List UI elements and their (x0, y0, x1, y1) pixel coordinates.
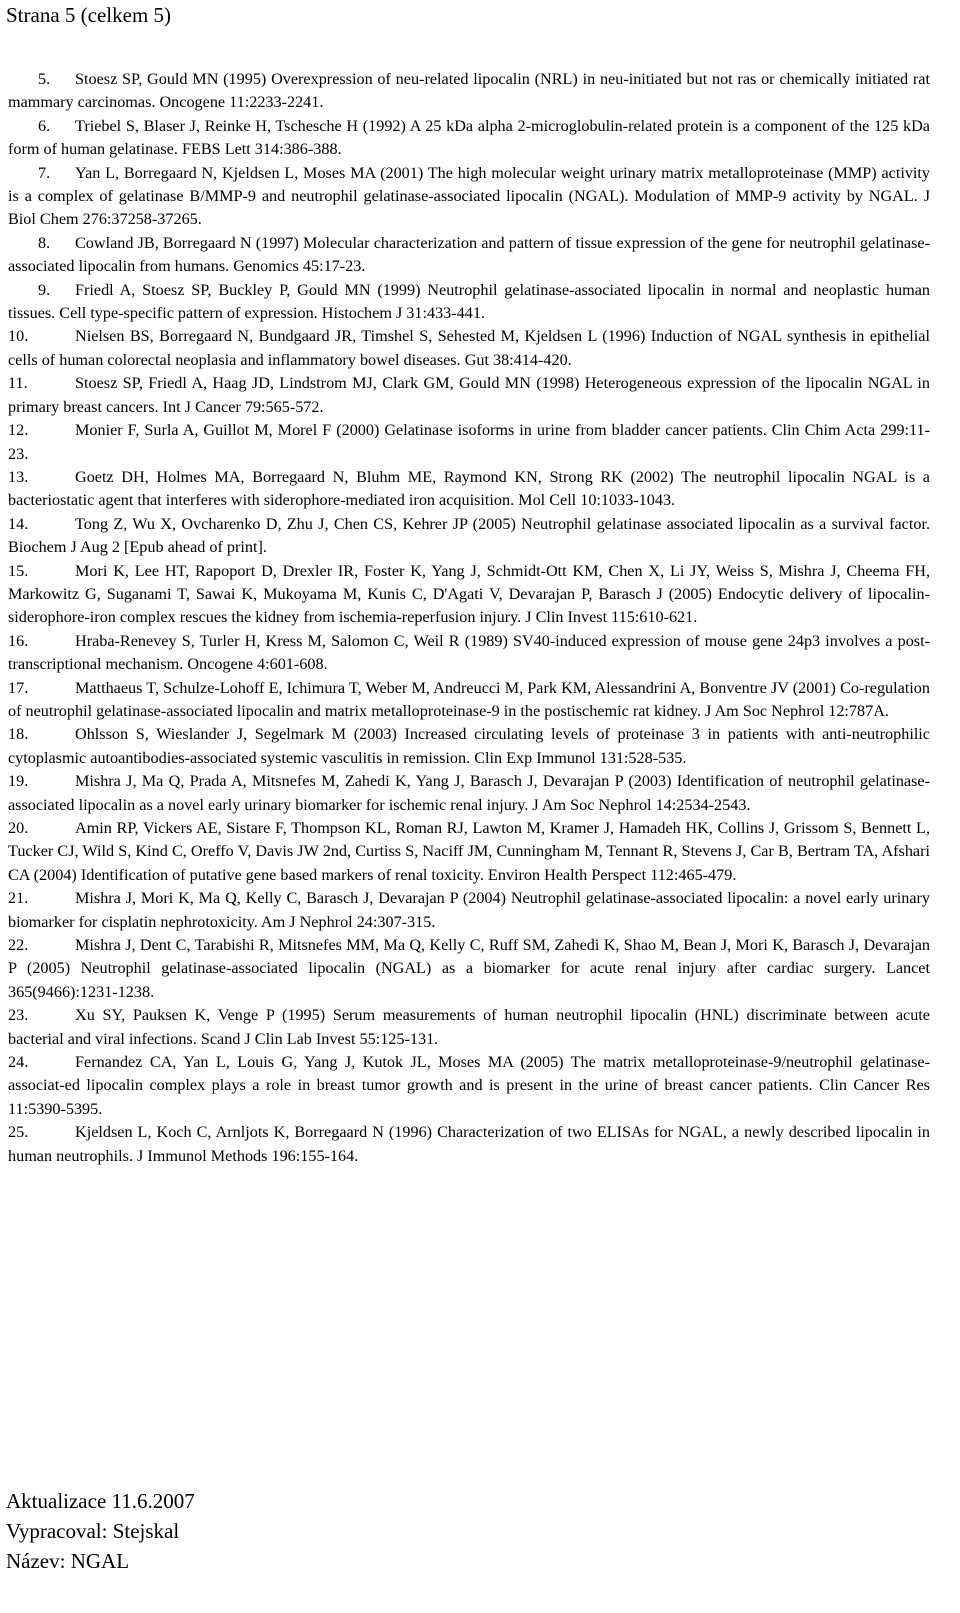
reference-item (8, 1215, 930, 1238)
reference-item (8, 279, 930, 326)
reference-number: 14. (8, 514, 29, 533)
reference-item (8, 770, 930, 817)
reference-item (8, 232, 930, 279)
reference-text: Yan L, Borregaard N, Kjeldsen L, Moses MA (2001) The high molecular weight urinary matrix metalloproteinase (MMP) activity is a complex of gelatinase B/MMP-9 and neutrophil gelatinase-associated lipocalin (NGAL). Modulation of MMP-9 activity by NGAL. J Biol Chem 276:37258-37265. (8, 163, 930, 229)
reference-number: 13. (8, 467, 29, 486)
document-footer (6, 1486, 195, 1576)
reference-item (8, 325, 930, 372)
reference-item (8, 513, 930, 560)
reference-text: Tong Z, Wu X, Ovcharenko D, Zhu J, Chen CS, Kehrer JP (2005) Neutrophil gelatinase associated lipocalin as a survival factor. Biochem J Aug 2 [Epub ahead of print]. (8, 514, 930, 557)
reference-number: 22. (8, 936, 29, 955)
reference-item (8, 372, 930, 419)
document-name: Název: NGAL (6, 1549, 130, 1573)
reference-number: 16. (8, 631, 29, 650)
reference-text: Mishra J, Ma Q, Prada A, Mitsnefes M, Zahedi K, Yang J, Barasch J, Devarajan P (2003) Identification of neutrophil gelatinase-associated lipocalin as a novel early urinary biomarker for ischemic renal injury. J Am Soc Nephrol 14:2534-2543. (8, 772, 930, 814)
reference-text: Cowland JB, Borregaard N (1997) Molecular characterization and pattern of tissue expression of the gene for neutrophil gelatinase-associated lipocalin from humans. Genomics 45:17-23. (8, 233, 930, 276)
reference-item (8, 68, 930, 115)
reference-text: Fernandez CA, Yan L, Louis G, Yang J, Kutok JL, Moses MA (2005) The matrix metalloproteinase-9/neutrophil gelatinase-associat-ed lipocalin complex plays a role in breast tumor growth and is present in the urine of breast cancer patients. Clin Cancer Res 11:5390-5395. (8, 1053, 930, 1118)
reference-text: Mishra J, Mori K, Ma Q, Kelly C, Barasch J, Devarajan P (2004) Neutrophil gelatinase-associated lipocalin: a novel early urinary biomarker for cisplatin nephrotoxicity. Am J Nephrol 24:307-315. (8, 889, 930, 931)
reference-item (8, 817, 930, 887)
reference-number: 25. (8, 1123, 29, 1142)
reference-text: Nielsen BS, Borregaard N, Bundgaard JR, Timshel S, Sehested M, Kjeldsen L (1996) Induction of NGAL synthesis in epithelial cells of human colorectal neoplasia and inflammatory bowel diseases. Gut 38:414-420. (8, 327, 930, 369)
reference-item (8, 1051, 930, 1121)
reference-number: 19. (8, 772, 29, 791)
reference-item (8, 1168, 930, 1191)
reference-number: 21. (8, 889, 29, 908)
reference-item (8, 630, 930, 677)
reference-number: 23. (8, 1006, 29, 1025)
reference-item (8, 1004, 930, 1051)
reference-text: Mishra J, Dent C, Tarabishi R, Mitsnefes MM, Ma Q, Kelly C, Ruff SM, Zahedi K, Shao M, Bean J, Mori K, Barasch J, Devarajan P (2005) Neutrophil gelatinase-associated lipocalin (NGAL) as a biomarker for acute renal injury after cardiac surgery. Lancet 365(9466):1231-1238. (8, 936, 930, 1001)
reference-item (8, 1238, 930, 1261)
reference-list (8, 68, 930, 1262)
prepared-by: Vypracoval: Stejskal (6, 1519, 180, 1543)
page-number-label: Strana 5 (celkem 5) (6, 3, 172, 27)
reference-item (8, 466, 930, 513)
reference-number: 5. (38, 70, 51, 88)
reference-item (8, 1192, 930, 1215)
reference-number: 24. (8, 1053, 29, 1072)
reference-item (8, 723, 930, 770)
reference-text: Stoesz SP, Gould MN (1995) Overexpression of neu-related lipocalin (NRL) in neu-initiated but not ras or chemically initiated rat mammary carcinomas. Oncogene 11:2233-2241. (8, 70, 930, 112)
update-date: Aktualizace 11.6.2007 (6, 1489, 195, 1513)
reference-text: Kjeldsen L, Koch C, Arnljots K, Borregaard N (1996) Characterization of two ELISAs for NGAL, a newly described lipocalin in human neutrophils. J Immunol Methods 196:155-164. (8, 1123, 930, 1165)
reference-number: 6. (38, 116, 51, 135)
reference-text: Matthaeus T, Schulze-Lohoff E, Ichimura T, Weber M, Andreucci M, Park KM, Alessandrini A, Bonventre JV (2001) Co-regulation of neutrophil gelatinase-associated lipocalin and matrix metalloproteinase-9 in the postischemic rat kidney. J Am Soc Nephrol 12:787A. (8, 678, 930, 720)
reference-item (8, 115, 930, 162)
reference-text: Mori K, Lee HT, Rapoport D, Drexler IR, Foster K, Yang J, Schmidt-Ott KM, Chen X, Li JY, Weiss S, Mishra J, Cheema FH, Markowitz G, Suganami T, Sawai K, Mukoyama M, Kunis C, D'Agati V, Devarajan P, Barasch J (2005) Endocytic delivery of lipocalin-siderophore-iron complex rescues the kidney from ischemia-reperfusion injury. J Clin Invest 115:610-621. (8, 561, 930, 627)
reference-item (8, 677, 930, 724)
reference-number: 18. (8, 725, 29, 744)
reference-text: Stoesz SP, Friedl A, Haag JD, Lindstrom MJ, Clark GM, Gould MN (1998) Heterogeneous expression of the lipocalin NGAL in primary breast cancers. Int J Cancer 79:565-572. (8, 374, 930, 416)
reference-number: 15. (8, 561, 29, 580)
reference-text: Monier F, Surla A, Guillot M, Morel F (2000) Gelatinase isoforms in urine from bladder cancer patients. Clin Chim Acta 299:11-23. (8, 421, 930, 463)
reference-number: 9. (38, 280, 51, 299)
reference-number: 11. (8, 374, 28, 393)
reference-number: 8. (38, 233, 51, 252)
reference-item (8, 887, 930, 934)
reference-number: 20. (8, 819, 29, 837)
reference-item (8, 934, 930, 1004)
reference-item (8, 1121, 930, 1168)
reference-text: Friedl A, Stoesz SP, Buckley P, Gould MN (1999) Neutrophil gelatinase-associated lipocalin in normal and neoplastic human tissues. Cell type-specific pattern of expression. Histochem J 31:433-441. (8, 280, 930, 323)
reference-text: Hraba-Renevey S, Turler H, Kress M, Salomon C, Weil R (1989) SV40-induced expression of mouse gene 24p3 involves a post-transcriptional mechanism. Oncogene 4:601-608. (8, 631, 930, 674)
reference-number: 12. (8, 421, 29, 440)
reference-text: Amin RP, Vickers AE, Sistare F, Thompson KL, Roman RJ, Lawton M, Kramer J, Hamadeh HK, Collins J, Grissom S, Bennett L, Tucker CJ, Wild S, Kind C, Oreffo V, Davis JW 2nd, Curtiss S, Naciff JM, Cunningham M, Tennant R, Stevens J, Car B, Bertram TA, Afshari CA (2004) Identification of putative gene based markers of renal toxicity. Environ Health Perspect 112:465-479. (8, 819, 930, 884)
reference-number: 17. (8, 678, 29, 697)
reference-item (8, 162, 930, 232)
reference-number: 10. (8, 327, 29, 346)
reference-text: Ohlsson S, Wieslander J, Segelmark M (2003) Increased circulating levels of proteinase 3 in patients with anti-neutrophilic cytoplasmic autoantibodies-associated systemic vasculitis in remission. Clin Exp Immunol 131:528-535. (8, 725, 930, 767)
reference-text: Xu SY, Pauksen K, Venge P (1995) Serum measurements of human neutrophil lipocalin (HNL) discriminate between acute bacterial and viral infections. Scand J Clin Lab Invest 55:125-131. (8, 1006, 930, 1048)
reference-item (8, 419, 930, 466)
reference-item (8, 560, 930, 630)
reference-number: 7. (38, 163, 51, 182)
reference-text: Triebel S, Blaser J, Reinke H, Tschesche H (1992) A 25 kDa alpha 2-microglobulin-related protein is a component of the 125 kDa form of human gelatinase. FEBS Lett 314:386-388. (8, 116, 930, 159)
reference-text: Goetz DH, Holmes MA, Borregaard N, Bluhm ME, Raymond KN, Strong RK (2002) The neutrophil lipocalin NGAL is a bacteriostatic agent that interferes with siderophore-mediated iron acquisition. Mol Cell 10:1033-1043. (8, 467, 930, 510)
